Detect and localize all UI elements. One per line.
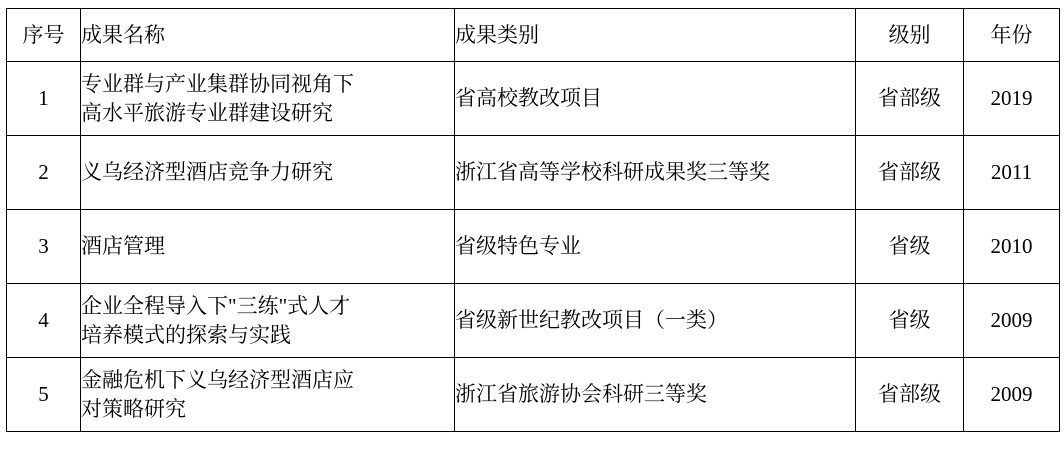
cell-level: 省级 — [856, 284, 964, 358]
cell-year: 2010 — [964, 210, 1060, 284]
cell-name — [81, 210, 455, 284]
cell-type: 浙江省旅游协会科研三等奖 — [455, 358, 856, 432]
cell-name — [81, 136, 455, 210]
cell-type: 省级特色专业 — [455, 210, 856, 284]
table-body — [7, 62, 1060, 432]
cell-year: 2019 — [964, 62, 1060, 136]
table-row — [7, 62, 1060, 136]
cell-level: 省部级 — [856, 62, 964, 136]
document-page — [0, 8, 1064, 474]
header-cell-type: 成果类别 — [455, 9, 856, 62]
cell-seq: 1 — [7, 62, 81, 136]
cell-name-line2: 高水平旅游专业群建设研究 — [81, 100, 333, 125]
table-row — [7, 358, 1060, 432]
table-header — [7, 9, 1060, 62]
cell-level: 省级 — [856, 210, 964, 284]
cell-year: 2009 — [964, 284, 1060, 358]
cell-year: 2009 — [964, 358, 1060, 432]
cell-seq: 5 — [7, 358, 81, 432]
cell-type: 省级新世纪教改项目（一类） — [455, 284, 856, 358]
cell-name-line2: 对策略研究 — [81, 396, 186, 421]
header-cell-name: 成果名称 — [81, 9, 455, 62]
cell-name-line1: 企业全程导入下"三练"式人才 — [81, 294, 351, 319]
cell-name — [81, 284, 455, 358]
table-row — [7, 284, 1060, 358]
cell-seq: 4 — [7, 284, 81, 358]
header-row — [7, 9, 1060, 62]
cell-level: 省部级 — [856, 358, 964, 432]
cell-name-line1: 义乌经济型酒店竞争力研究 — [81, 160, 333, 185]
header-cell-seq: 序号 — [7, 9, 81, 62]
table-row — [7, 210, 1060, 284]
cell-name-line1: 金融危机下义乌经济型酒店应 — [81, 368, 354, 393]
cell-level: 省部级 — [856, 136, 964, 210]
cell-type: 省高校教改项目 — [455, 62, 856, 136]
header-cell-level: 级别 — [856, 9, 964, 62]
cell-name-line2: 培养模式的探索与实践 — [81, 322, 291, 347]
header-cell-year: 年份 — [964, 9, 1060, 62]
cell-name — [81, 62, 455, 136]
cell-seq: 2 — [7, 136, 81, 210]
cell-name — [81, 358, 455, 432]
cell-type: 浙江省高等学校科研成果奖三等奖 — [455, 136, 856, 210]
table-row — [7, 136, 1060, 210]
cell-name-line1: 酒店管理 — [81, 234, 165, 259]
cell-year: 2011 — [964, 136, 1060, 210]
cell-name-line1: 专业群与产业集群协同视角下 — [81, 72, 354, 97]
cell-seq: 3 — [7, 210, 81, 284]
achievements-table — [6, 8, 1060, 432]
